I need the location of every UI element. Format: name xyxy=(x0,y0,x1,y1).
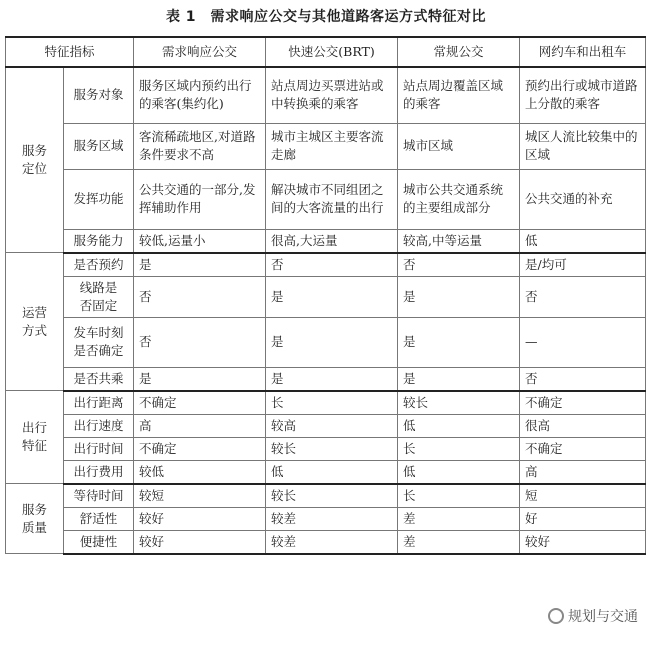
value-cell: 不确定 xyxy=(134,391,266,415)
value-cell: 预约出行或城市道路上分散的乘客 xyxy=(520,67,646,123)
value-cell: 高 xyxy=(134,414,266,437)
table-row xyxy=(6,67,646,123)
indicator-cell: 出行费用 xyxy=(64,460,134,484)
value-cell: 低 xyxy=(398,414,520,437)
table-row xyxy=(6,530,646,554)
table-title: 表 1 需求响应公交与其他道路客运方式特征对比 xyxy=(165,9,487,25)
table-row xyxy=(6,437,646,460)
value-cell: 公共交通的一部分,发挥辅助作用 xyxy=(134,169,266,229)
value-cell: 城市区域 xyxy=(398,123,520,169)
table-row xyxy=(6,123,646,169)
value-cell: 较好 xyxy=(520,530,646,554)
value-cell: — xyxy=(520,317,646,367)
table-row xyxy=(6,229,646,253)
comparison-table xyxy=(5,36,646,555)
value-cell: 较差 xyxy=(266,530,398,554)
group-label: 服务 质量 xyxy=(6,484,64,554)
value-cell: 解决城市不同组团之间的大客流量的出行 xyxy=(266,169,398,229)
value-cell: 低 xyxy=(266,460,398,484)
value-cell: 否 xyxy=(134,276,266,317)
value-cell: 高 xyxy=(520,460,646,484)
table-row xyxy=(6,253,646,277)
value-cell: 否 xyxy=(398,253,520,277)
value-cell: 较短 xyxy=(134,484,266,508)
header-taxi: 网约车和出租车 xyxy=(520,37,646,67)
value-cell: 较长 xyxy=(266,437,398,460)
value-cell: 不确定 xyxy=(520,391,646,415)
value-cell: 长 xyxy=(398,484,520,508)
value-cell: 客流稀疏地区,对道路条件要求不高 xyxy=(134,123,266,169)
value-cell: 是 xyxy=(398,367,520,391)
value-cell: 不确定 xyxy=(520,437,646,460)
header-regular-bus: 常规公交 xyxy=(398,37,520,67)
header-indicator: 特征指标 xyxy=(6,37,134,67)
value-cell: 低 xyxy=(520,229,646,253)
value-cell: 不确定 xyxy=(134,437,266,460)
table-row xyxy=(6,317,646,367)
value-cell: 是 xyxy=(398,276,520,317)
group-label: 运营 方式 xyxy=(6,253,64,391)
value-cell: 很高,大运量 xyxy=(266,229,398,253)
value-cell: 短 xyxy=(520,484,646,508)
indicator-cell: 舒适性 xyxy=(64,507,134,530)
table-row xyxy=(6,484,646,508)
value-cell: 较低,运量小 xyxy=(134,229,266,253)
indicator-cell: 是否共乘 xyxy=(64,367,134,391)
value-cell: 是 xyxy=(398,317,520,367)
table-row xyxy=(6,507,646,530)
value-cell: 好 xyxy=(520,507,646,530)
value-cell: 城区人流比较集中的区域 xyxy=(520,123,646,169)
table-row xyxy=(6,460,646,484)
wechat-icon xyxy=(548,608,564,624)
value-cell: 是 xyxy=(266,367,398,391)
table-row xyxy=(6,391,646,415)
value-cell: 否 xyxy=(266,253,398,277)
indicator-cell: 等待时间 xyxy=(64,484,134,508)
value-cell: 城市公共交通系统的主要组成部分 xyxy=(398,169,520,229)
table-row xyxy=(6,276,646,317)
table-body xyxy=(6,67,646,554)
value-cell: 差 xyxy=(398,530,520,554)
table-row xyxy=(6,169,646,229)
value-cell: 服务区域内预约出行的乘客(集约化) xyxy=(134,67,266,123)
value-cell: 较高 xyxy=(266,414,398,437)
indicator-cell: 出行距离 xyxy=(64,391,134,415)
indicator-cell: 是否预约 xyxy=(64,253,134,277)
value-cell: 是 xyxy=(266,276,398,317)
value-cell: 是 xyxy=(266,317,398,367)
indicator-cell: 发挥功能 xyxy=(64,169,134,229)
value-cell: 较好 xyxy=(134,530,266,554)
header-drt: 需求响应公交 xyxy=(134,37,266,67)
value-cell: 站点周边覆盖区域的乘客 xyxy=(398,67,520,123)
header-row xyxy=(6,37,646,67)
value-cell: 是 xyxy=(134,367,266,391)
value-cell: 差 xyxy=(398,507,520,530)
value-cell: 很高 xyxy=(520,414,646,437)
table-row xyxy=(6,414,646,437)
value-cell: 低 xyxy=(398,460,520,484)
indicator-cell: 服务区域 xyxy=(64,123,134,169)
value-cell: 公共交通的补充 xyxy=(520,169,646,229)
value-cell: 城市主城区主要客流走廊 xyxy=(266,123,398,169)
value-cell: 较长 xyxy=(398,391,520,415)
indicator-cell: 便捷性 xyxy=(64,530,134,554)
value-cell: 否 xyxy=(520,276,646,317)
value-cell: 否 xyxy=(134,317,266,367)
indicator-cell: 服务能力 xyxy=(64,229,134,253)
value-cell: 较低 xyxy=(134,460,266,484)
value-cell: 站点周边买票进站或中转换乘的乘客 xyxy=(266,67,398,123)
value-cell: 较高,中等运量 xyxy=(398,229,520,253)
indicator-cell: 出行速度 xyxy=(64,414,134,437)
value-cell: 是/均可 xyxy=(520,253,646,277)
indicator-cell: 出行时间 xyxy=(64,437,134,460)
watermark xyxy=(548,606,638,626)
header-brt: 快速公交(BRT) xyxy=(266,37,398,67)
group-label: 服务 定位 xyxy=(6,67,64,253)
table-row xyxy=(6,367,646,391)
value-cell: 较长 xyxy=(266,484,398,508)
indicator-cell: 服务对象 xyxy=(64,67,134,123)
value-cell: 长 xyxy=(266,391,398,415)
watermark-text: 规划与交通 xyxy=(568,609,638,625)
value-cell: 是 xyxy=(134,253,266,277)
indicator-cell: 线路是 否固定 xyxy=(64,276,134,317)
value-cell: 否 xyxy=(520,367,646,391)
value-cell: 较好 xyxy=(134,507,266,530)
value-cell: 较差 xyxy=(266,507,398,530)
indicator-cell: 发车时刻 是否确定 xyxy=(64,317,134,367)
value-cell: 长 xyxy=(398,437,520,460)
group-label: 出行 特征 xyxy=(6,391,64,484)
